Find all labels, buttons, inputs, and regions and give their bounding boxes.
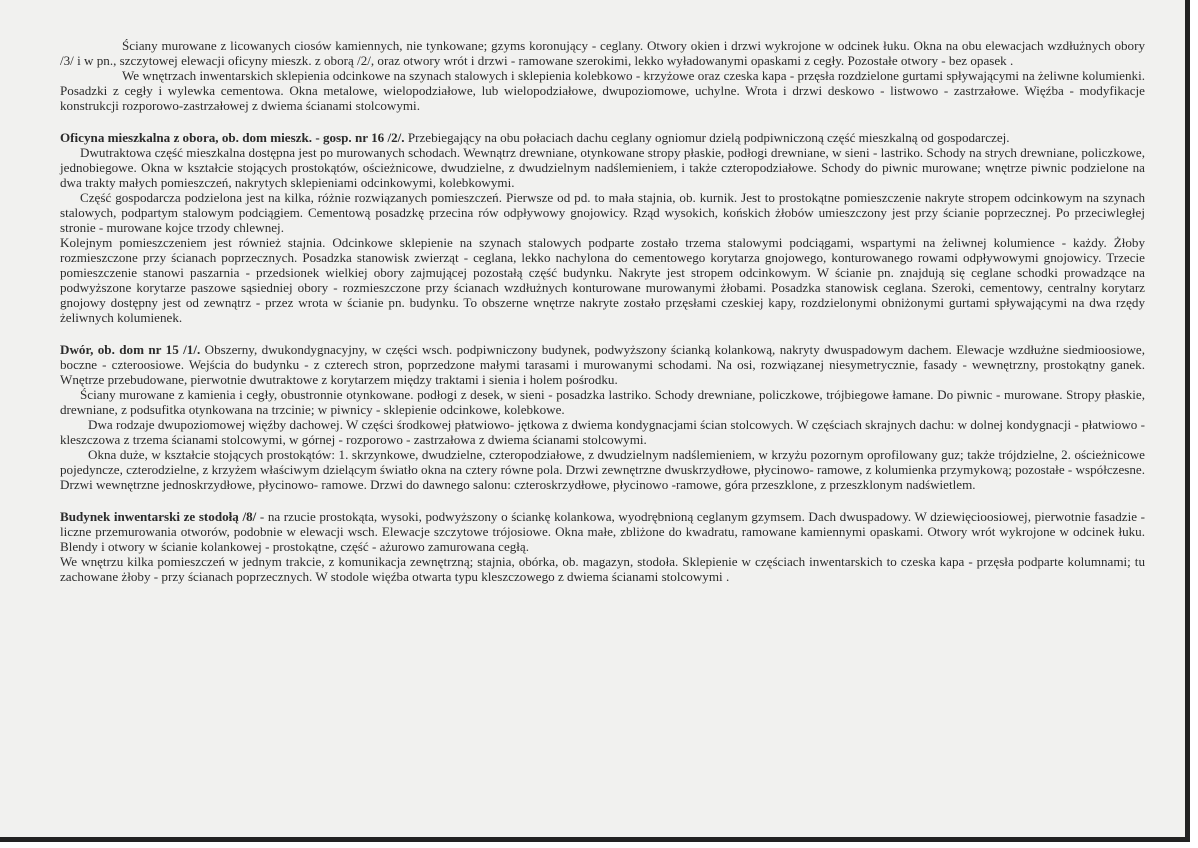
paragraph-stable bbox=[60, 235, 1145, 325]
paragraph-dwor-windows bbox=[60, 447, 1145, 492]
paragraph-text: Dwa rodzaje dwupoziomowej więźby dachowej. W części środkowej płatwiowo- jętkowa z dwiema kondygnacjami ścian stolcowych. W częściach skrajnych dachu: w dolnej kondygnacji - płatwiowo -kleszczowa z trzema ścianami stolcowymi, w górnej - rozporowo - zastrzałowa z dwiema ścianami stolcowymi. bbox=[60, 417, 1145, 447]
paragraph-text: Część gospodarcza podzielona jest na kilka, różnie rozwiązanych pomieszczeń. Pierwsze od pd. to mała stajnia, ob. kurnik. Jest to prostokątne pomieszczenie nakryte stropem odcinkowym na szynach stalowych, podpartym stalowym podciągiem. Cementową posadzkę przecina rów odpływowy gnojowicy. Rząd wysokich, końskich żłobów umieszczony jest przy ścianie poprzecznej. Po przeciwległej stronie - murowane kojce trzody chlewnej. bbox=[60, 190, 1145, 235]
document-body bbox=[60, 38, 1145, 584]
section-budynek-inwentarski bbox=[60, 509, 1145, 554]
paragraph-residential-part bbox=[60, 145, 1145, 190]
section-heading: Dwór, ob. dom nr 15 /1/. bbox=[60, 342, 201, 357]
paragraph-dwor-walls bbox=[60, 387, 1145, 417]
section-dwor bbox=[60, 342, 1145, 387]
section-heading: Budynek inwentarski ze stodołą /8/ bbox=[60, 509, 257, 524]
section-oficyna bbox=[60, 130, 1145, 145]
paragraph-text: Kolejnym pomieszczeniem jest również stajnia. Odcinkowe sklepienie na szynach stalowych podparte zostało trzema stalowymi podciągami, wspartymi na żeliwnej kolumience - każdy. Żłoby rozmieszczone przy ścianach poprzecznych. Posadzka stanowisk zwierząt - ceglana, lekko nachylona do cementowego korytarza gnojowego, konturowanego rowami odpływowymi gnojowicy. Trzecie pomieszczenie stanowi paszarnia - przedsionek wielkiej obory zajmującej pozostałą część budynku. Nakryte jest stropem odcinkowym. W ścianie pn. znajdują się ceglane schodki prowadzące na podwyższone korytarze paszowe sąsiedniej obory - rozmieszczone przy ścianach wzdłużnych konturowane murowanymi żłobami. Posadzka stanowisk ceglana. Szeroki, cementowy, centralny korytarz gnojowy dostępny jest od zewnątrz - przez wrota w ścianie pn. budynku. To obszerne wnętrze nakryte zostało przęsłami czeskiej kapy, rozdzielonymi obniżonymi gurtami spływającymi na dwa rzędy żeliwnych kolumienek. bbox=[60, 235, 1145, 325]
paragraph-text: Ściany murowane z licowanych ciosów kamiennych, nie tynkowane; gzyms koronujący - ceglany. Otwory okien i drzwi wykrojone w odcinek łuku. Okna na obu elewacjach wzdłużnych obory /3/ i w pn., szczytowej elewacji oficyny mieszk. z oborą /2/, oraz otwory wrót i drzwi - ramowane szerokimi, lekko wyładowanymi opaskami z cegły. Pozostałe otwory - bez opasek . bbox=[60, 38, 1145, 68]
paragraph-text: We wnętrzach inwentarskich sklepienia odcinkowe na szynach stalowych i sklepienia kolebkowo - krzyżowe oraz czeska kapa - przęsła rozdzielone gurtami spływającymi na żeliwne kolumienki. Posadzki z cegły i wylewka cementowa. Okna metalowe, wielopodziałowe, lub wielopodziałowe, dwupoziomowe, uchylne. Wrota i drzwi deskowo - listwowo - zastrzałowe. Więźba - modyfikacje konstrukcji rozporowo-zastrzałowej z dwiema ścianami stolcowymi. bbox=[60, 68, 1145, 113]
paragraph-farm-part bbox=[60, 190, 1145, 235]
paragraph-text: Ściany murowane z kamienia i cegły, obustronnie otynkowane. podłogi z desek, w sieni - posadzka lastriko. Schody drewniane, policzkowe, trójbiegowe łamane. Do piwnic - murowane. Stropy płaskie, drewniane, z podsufitka otynkowana na trzcinie; w piwnicy - sklepienie odcinkowe, kolebkowe. bbox=[60, 387, 1145, 417]
paragraph-text: Okna duże, w kształcie stojących prostokątów: 1. skrzynkowe, dwudzielne, czteropodziałowe, z dwudzielnym nadślemieniem, w krzyżu pozornym oprofilowany guz; także trójdzielne, 2. ościeżnicowe pojedyncze, czterodzielne, z krzyżem właściwym dzielącym światło okna na cztery równe pola. Drzwi zewnętrzne dwuskrzydłowe, płycinowo- ramowe, z kolumienka przymykową; pozostałe - współczesne. Drzwi wewnętrzne jednoskrzydłowe, płycinowo- ramowe. Drzwi do dawnego salonu: czteroskrzydłowe, płycinowo -ramowe, góra przeszklone, z przeszklonym nadświetlem. bbox=[60, 447, 1145, 492]
paragraph-text: Przebiegający na obu połaciach dachu ceglany ogniomur dzielą podpiwniczoną część mieszkalną od gospodarczej. bbox=[404, 130, 1010, 145]
paragraph-text: Dwutraktowa część mieszkalna dostępna jest po murowanych schodach. Wewnątrz drewniane, otynkowane stropy płaskie, podłogi drewniane, w sieni - lastriko. Schody na strych drewniane, policzkowe, jednobiegowe. Okna w kształcie stojących prostokątów, ościeżnicowe, dwudzielne, z dwudzielnym nadślemieniem, i także czteropodziałowe. Schody do piwnic murowane; wnętrze piwnic podzielone na dwa trakty małych pomieszczeń, nakrytych sklepieniami odcinkowymi, kolebkowymi. bbox=[60, 145, 1145, 190]
paragraph-dwor-roof bbox=[60, 417, 1145, 447]
paragraph-barn-interior bbox=[60, 554, 1145, 584]
paragraph-text: - na rzucie prostokąta, wysoki, podwyższony o ściankę kolankowa, wyodrębnioną ceglanym gzymsem. Dach dwuspadowy. W dziewięcioosiowej, pierwotnie fasadzie - liczne przemurowania otworów, podobnie w elewacji wsch. Elewacje szczytowe trójosiowe. Okna małe, zbliżone do kwadratu, ramowane kamiennymi opaskami. Otwory wrót wykrojone w odcinek łuku. Blendy i otwory w ścianie kolankowej - prostokątne, część - ażurowo zamurowana cegłą. bbox=[60, 509, 1145, 554]
paragraph-walls bbox=[60, 38, 1145, 68]
paragraph-text: We wnętrzu kilka pomieszczeń w jednym trakcie, z komunikacja zewnętrzną; stajnia, obórka, ob. magazyn, stodoła. Sklepienie w częściach inwentarskich to czeska kapa - przęsła podparte kolumnami; tu zachowane żłoby - przy ścianach poprzecznych. W stodole więźba otwarta typu kleszczowego z dwiema ścianami stolcowymi . bbox=[60, 554, 1145, 584]
paragraph-text: Obszerny, dwukondygnacyjny, w części wsch. podpiwniczony budynek, podwyższony ścianką kolankową, nakryty dwuspadowym dachem. Elewacje wzdłużne siedmioosiowe, boczne - czteroosiowe. Wejścia do budynku - z czterech stron, poprzedzone małymi tarasami i murowanymi schodami. Na osi, rozwiązanej niesymetrycznie, fasady - wewnętrzny, prostokątny ganek. Wnętrze przebudowane, pierwotnie dwutraktowe z korytarzem między traktami i sienia i holem pośrodku. bbox=[60, 342, 1145, 387]
paragraph-interiors bbox=[60, 68, 1145, 113]
section-heading: Oficyna mieszkalna z obora, ob. dom mieszk. - gosp. nr 16 /2/. bbox=[60, 130, 405, 145]
